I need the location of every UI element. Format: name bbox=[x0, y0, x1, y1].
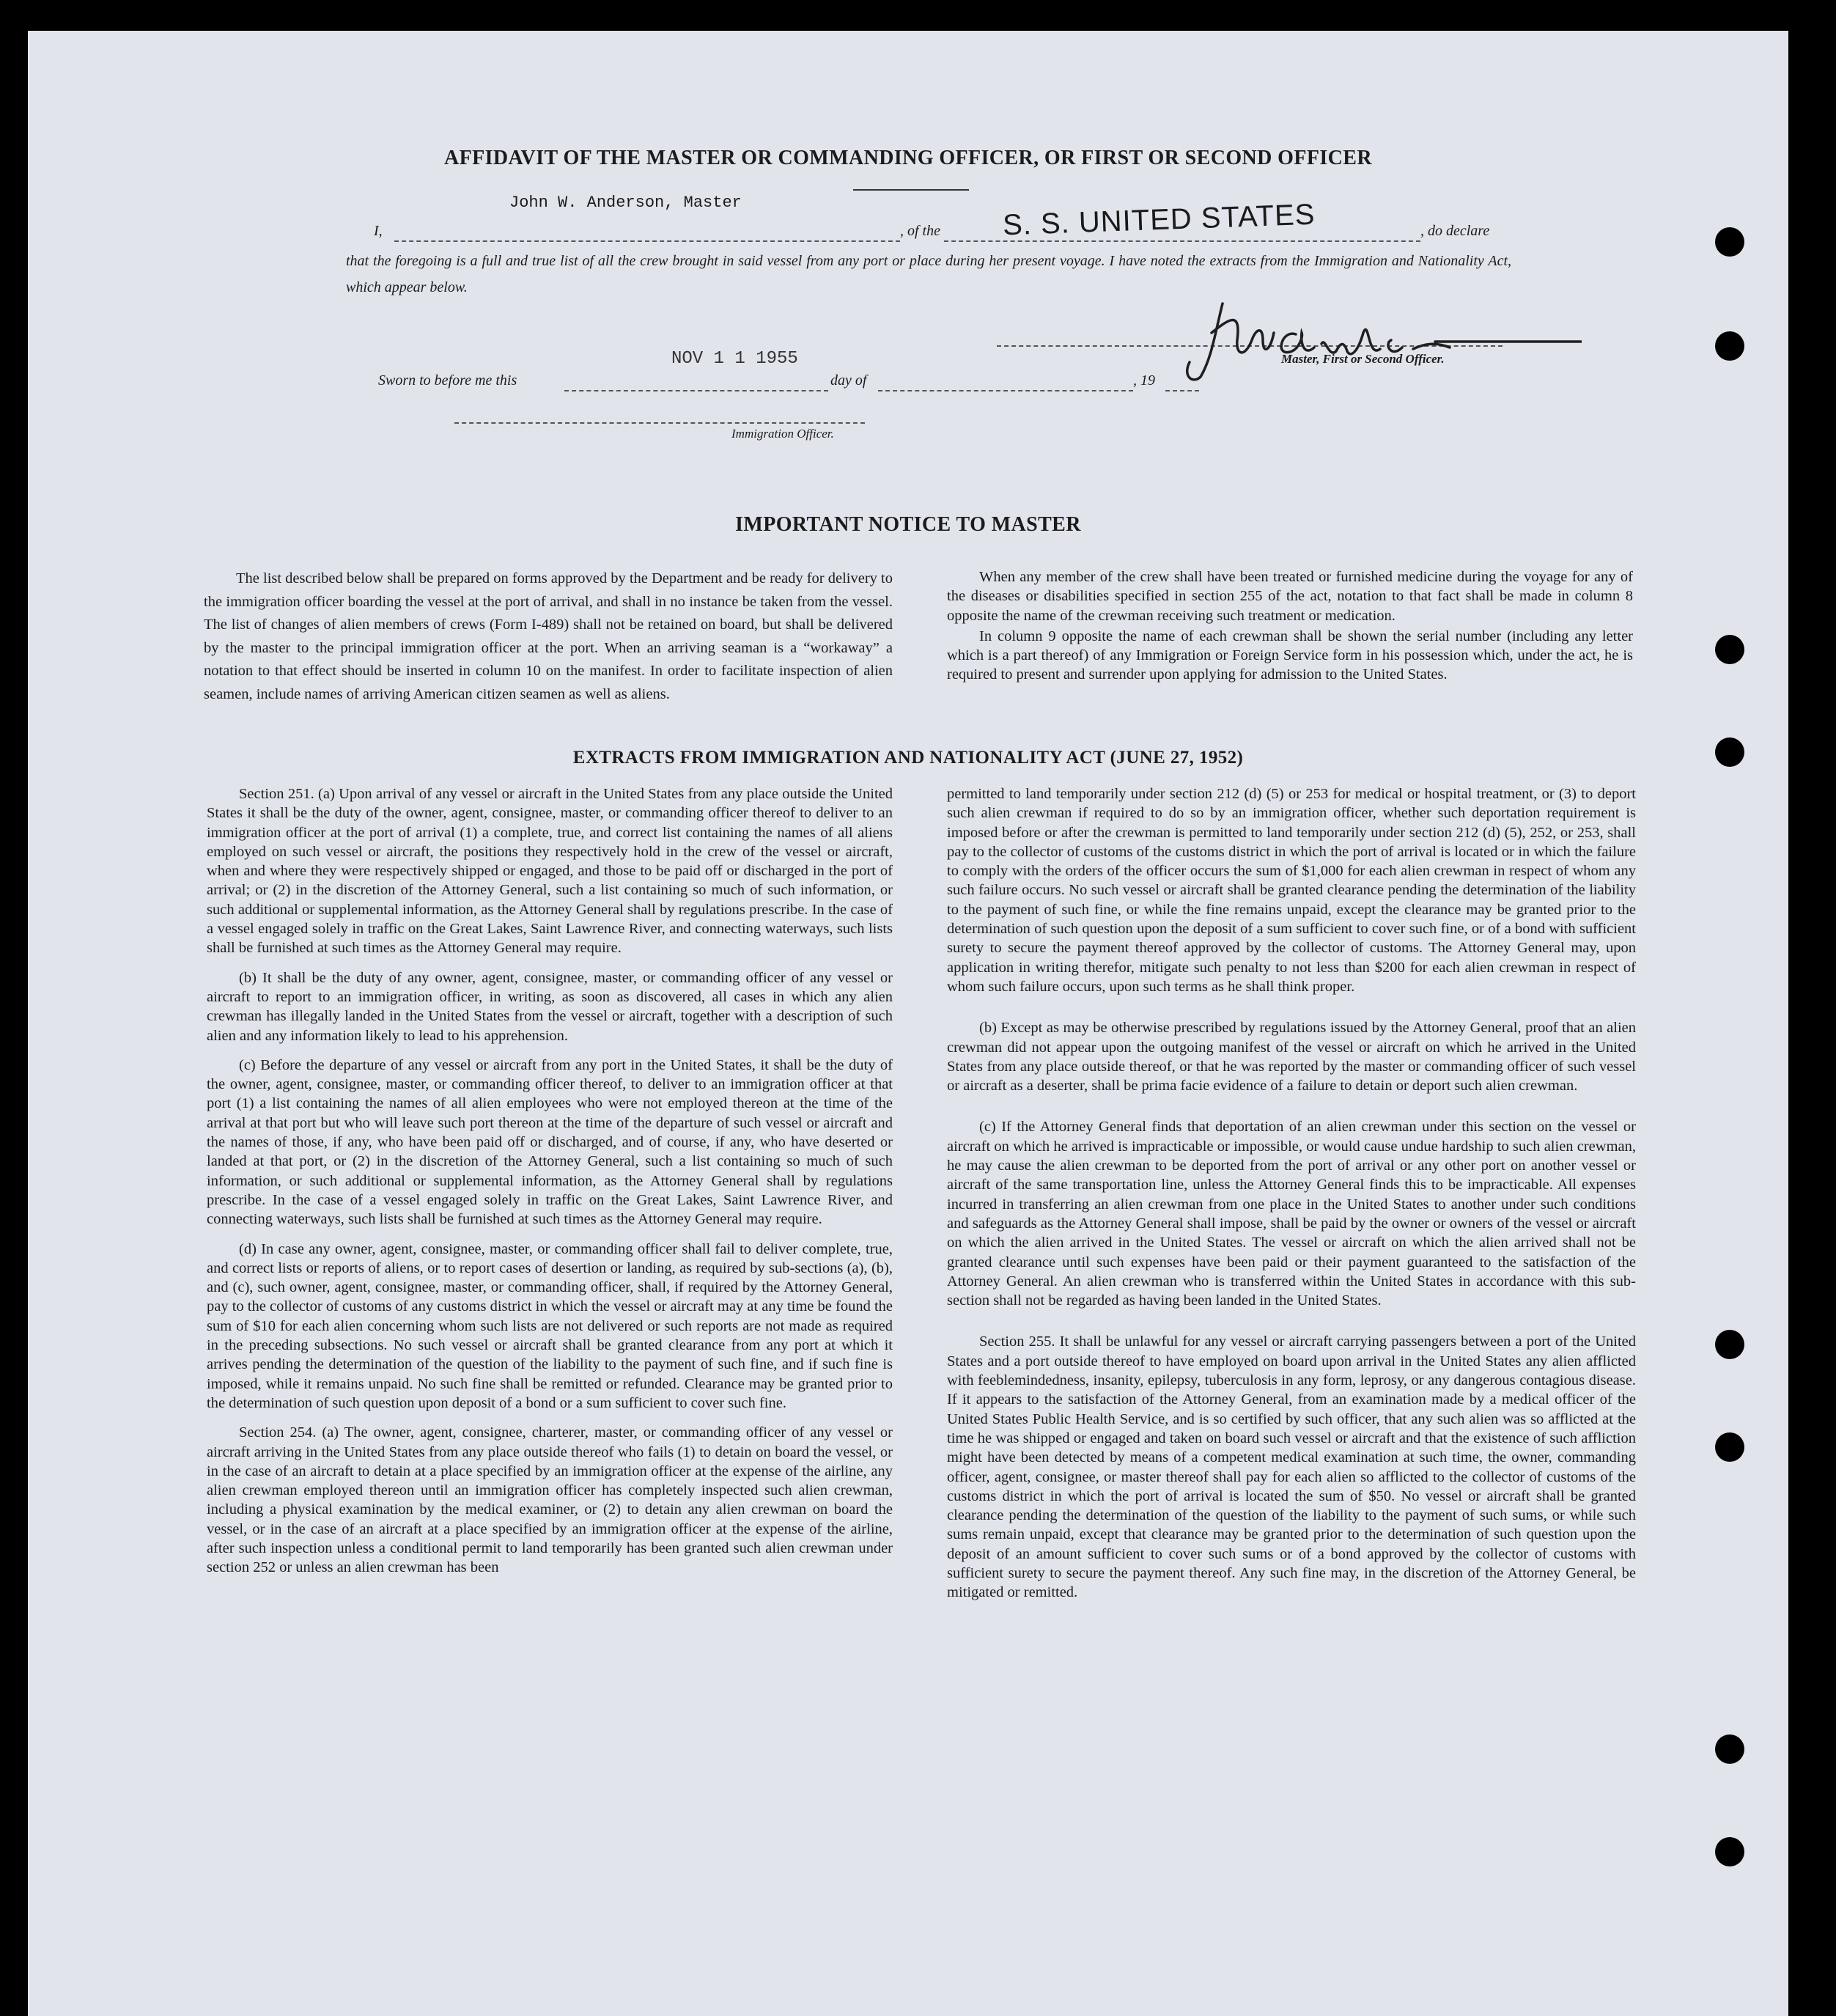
punch-hole bbox=[1715, 227, 1744, 257]
year-label: , 19 bbox=[1133, 372, 1155, 389]
signature-image bbox=[1171, 289, 1582, 391]
i-label: I, bbox=[374, 223, 383, 239]
of-the-label: , of the bbox=[900, 223, 940, 239]
document-page bbox=[28, 31, 1788, 2016]
punch-hole bbox=[1715, 1330, 1744, 1359]
punch-hole bbox=[1715, 1837, 1744, 1866]
extracts-left-column bbox=[207, 784, 893, 1588]
punch-hole bbox=[1715, 635, 1744, 664]
notice-right-column bbox=[947, 567, 1633, 685]
section-251b: (b) It shall be the duty of any owner, agent, consignee, master, or commanding officer of any vessel or aircraft to report to an immigration officer, in writing, as soon as discovered, all cases in which any alien crewman has illegally landed in the United States from the vessel or aircraft, together with a description of such alien and any information likely to lead to his apprehension. bbox=[207, 969, 893, 1044]
do-declare-label: , do declare bbox=[1420, 223, 1490, 239]
sworn-day-line bbox=[564, 390, 828, 391]
year-line bbox=[1165, 390, 1199, 391]
notice-right-paragraph-1: When any member of the crew shall have been treated or furnished medicine during the voyage for any of the diseases or disabilities specified in section 255 of the act, notation to that fact shall be made in column 8 opposite the name of the crewman receiving such treatment or medication. bbox=[947, 569, 1633, 624]
section-251c: (c) Before the departure of any vessel or aircraft from any port in the United States, it shall be the duty of the owner, agent, consignee, master, or commanding officer thereof, to deliver to an immigration officer at that port (1) a list containing the names of all alien employees who were not employed thereon at the time of the arrival at that port but who will leave such port thereon at the time of the departure of such vessel or aircraft and the names of those, if any, who have been paid off or discharged, and of course, if any, who have deserted or landed at that port, or (2) in the discretion of the Attorney General, such a list containing so much of such information, or such additional or supplemental information, as the Attorney General shall by regulations prescribe. In the case of a vessel engaged solely in traffic on the Great Lakes, Saint Lawrence River, and connecting waterways, such lists shall be furnished at such times as the Attorney General may require. bbox=[207, 1056, 893, 1228]
notice-title: IMPORTANT NOTICE TO MASTER bbox=[735, 513, 1081, 536]
punch-hole bbox=[1715, 1734, 1744, 1764]
extracts-title: EXTRACTS FROM IMMIGRATION AND NATIONALITY ACT (JUNE 27, 1952) bbox=[572, 748, 1244, 768]
section-255: Section 255. It shall be unlawful for any vessel or aircraft carrying passengers between a port of the United States and a port outside thereof to have employed on board upon arrival in the United States any alien afflicted with feeblemindedness, insanity, epilepsy, tuberculosis in any form, leprosy, or any dangerous contagious disease. If it appears to the satisfaction of the Attorney General, from an examination made by a medical officer of the United States Public Health Service, and is so certified by such officer, that any such alien was so afflicted at the time he was shipped or engaged and taken on board such vessel or aircraft and that the existence of such affliction might have been detected by means of a competent medical examination at such time, the owner, commanding officer, agent, consignee, or master thereof shall pay for each alien so afflicted to the collector of customs of the customs district in which the port of arrival is located the sum of $50. No vessel or aircraft shall be granted clearance pending the determination of the question of the liability to the payment of such sums, or while such sums remain unpaid, except that clearance may be granted prior to the determination of such question upon the deposit of an amount sufficient to cover such sums or of a bond approved by the collector of customs with sufficient surety to secure the payment thereof. Any such fine may, in the discretion of the Attorney General, be mitigated or remitted. bbox=[947, 1333, 1636, 1601]
officer-line bbox=[454, 422, 865, 424]
vessel-stamp: S. S. UNITED STATES bbox=[1002, 198, 1316, 242]
extracts-right-column bbox=[947, 784, 1636, 1613]
punch-hole bbox=[1715, 331, 1744, 361]
section-254b: (b) Except as may be otherwise prescribed by regulations issued by the Attorney General, proof that an alien crewman did not appear upon the outgoing manifest of the vessel or aircraft on which he arrived in the United States from any place outside thereof, or that he was reported by the master or commanding officer of such vessel or aircraft as a deserter, shall be prima facie evidence of a failure to detain or deport such alien crewman. bbox=[947, 1020, 1636, 1095]
section-251d: (d) In case any owner, agent, consignee, master, or commanding officer shall fail to deliver complete, true, and correct lists or reports of aliens, or to report cases of desertion or landing, as required by sub-sections (a), (b), and (c), such owner, agent, consignee, master, or commanding officer, shall, if required by the Attorney General, pay to the collector of customs of any customs district in which the vessel or aircraft may at any time be found the sum of $10 for each alien concerning whom such lists are not delivered or such reports are not made as required in the preceding subsections. No such vessel or aircraft shall be granted clearance from any port at which it arrives pending the determination of the question of the liability to the payment of such fine, and if such fine is imposed, while it remains unpaid. No such fine shall be remitted or refunded. Clearance may be granted prior to the determination of such question upon deposit of a bond or a sum sufficient to cover such fine. bbox=[207, 1240, 893, 1411]
title-rule bbox=[853, 189, 969, 191]
name-line bbox=[394, 240, 900, 242]
sworn-label: Sworn to before me this bbox=[378, 372, 517, 389]
declaration-text: that the foregoing is a full and true list of all the crew brought in said vessel from any port or place during her present voyage. I have noted the extracts from the Immigration and Nationality Act, which appear below. bbox=[346, 253, 1511, 295]
punch-hole bbox=[1715, 1432, 1744, 1462]
punch-hole bbox=[1715, 737, 1744, 767]
day-of-label: day of bbox=[830, 372, 867, 389]
section-254a: Section 254. (a) The owner, agent, consignee, charterer, master, or commanding officer of any vessel or aircraft arriving in the United States from any place outside thereof who fails (1) to detain on board the vessel, or in the case of an aircraft to detain at a place specified by an immigration officer at the expense of the airline, any alien crewman employed thereon until an immigration officer has completely inspected such alien crewman, including a physical examination by the medical examiner, or (2) to detain any alien crewman on board the vessel, or in the case of an aircraft at a place specified by an immigration officer at the expense of the airline, after such inspection unless a conditional permit to land temporarily has been granted such alien crewman under section 252 or unless an alien crewman has been bbox=[207, 1424, 893, 1576]
sworn-date-stamp: NOV 1 1 1955 bbox=[671, 349, 798, 369]
notice-right-paragraph-2: In column 9 opposite the name of each crewman shall be shown the serial number (including any letter which is a part thereof) of any Immigration or Foreign Service form in his possession which, under the act, he is required to present and surrender upon applying for admission to the United States. bbox=[947, 628, 1633, 683]
month-line bbox=[878, 390, 1133, 391]
section-251a: Section 251. (a) Upon arrival of any vessel or aircraft in the United States from any place outside the United States it shall be the duty of the owner, agent, consignee, master, or commanding officer thereof to deliver to an immigration officer at the port of arrival (1) a complete, true, and correct list containing the names of all aliens employed on such vessel or aircraft, the positions they respectively hold in the crew of the vessel or aircraft, when and where they were respectively shipped or engaged, and those to be paid off or discharged in the port of arrival; or (2) in the discretion of the Attorney General, such a list containing so much of such information, or such additional or supplemental information, as the Attorney General shall by regulations prescribe. In the case of a vessel engaged solely in traffic on the Great Lakes, Saint Lawrence River, and connecting waterways, such lists shall be furnished at such times as the Attorney General may require. bbox=[207, 786, 893, 957]
affidavit-title: AFFIDAVIT OF THE MASTER OR COMMANDING OFFICER, OR FIRST OR SECOND OFFICER bbox=[444, 147, 1372, 169]
section-254a-continued: permitted to land temporarily under section 212 (d) (5) or 253 for medical or hospital treatment, or (3) to deport such alien crewman if required to do so by an immigration officer, whether such deportation requirement is imposed before or after the crewman is permitted to land temporarily under section 212 (d) (5), 252, or 253, shall pay to the collector of customs of the customs district in which the port of arrival is located or in which the failure to comply with the orders of the officer occurs the sum of $1,000 for each alien crewman in respect of whom any such failure occurs. No such vessel or aircraft shall be granted clearance pending the determination of the liability to the payment of such fine, or while the fine remains unpaid, except the clearance may be granted prior to the determination of such question upon the deposit of a sum sufficient to cover such fine, or of a bond with sufficient surety to secure the payment thereof approved by the collector of customs. The Attorney General may, upon application in writing therefor, mitigate such penalty to not less than $200 for each alien crewman in respect of whom such failure occurs, upon such terms as he shall think proper. bbox=[947, 786, 1636, 995]
master-name-typed: John W. Anderson, Master bbox=[509, 194, 742, 212]
section-254c: (c) If the Attorney General finds that deportation of an alien crewman under this section on the vessel or aircraft on which he arrived is impracticable or impossible, or would cause undue hardship to such alien crewman, he may cause the alien crewman to be deported from the port of arrival or any other port on another vessel or aircraft of the same transportation line, unless the Attorney General finds this to be impracticable. All expenses incurred in transferring an alien crewman from one place in the United States to another under such conditions and safeguards as the Attorney General shall impose, shall be paid by the owner or owners of the vessel or aircraft on which the alien arrived in the United States. The vessel or aircraft on which the alien arrived shall not be granted clearance until such expenses have been paid or their payment guaranteed to the satisfaction of the Attorney General. An alien crewman who is transferred within the United States in accordance with this sub-section shall not be regarded as having been landed in the United States. bbox=[947, 1119, 1636, 1309]
signature-caption: Master, First or Second Officer. bbox=[1281, 352, 1445, 366]
notice-left-paragraph: The list described below shall be prepared on forms approved by the Department and be ready for delivery to the immigration officer boarding the vessel at the port of arrival, and shall in no instance be taken from the vessel. The list of changes of alien members of crews (Form I-489) shall not be retained on board, but shall be delivered by the master to the principal immigration officer at the port. When an arriving seaman is a “workaway” a notation to that effect should be inserted in column 10 on the manifest. In order to facilitate inspection of alien seamen, include names of arriving American citizen seamen as well as aliens. bbox=[204, 570, 893, 702]
notice-left-column bbox=[204, 567, 893, 707]
officer-caption: Immigration Officer. bbox=[731, 427, 834, 441]
